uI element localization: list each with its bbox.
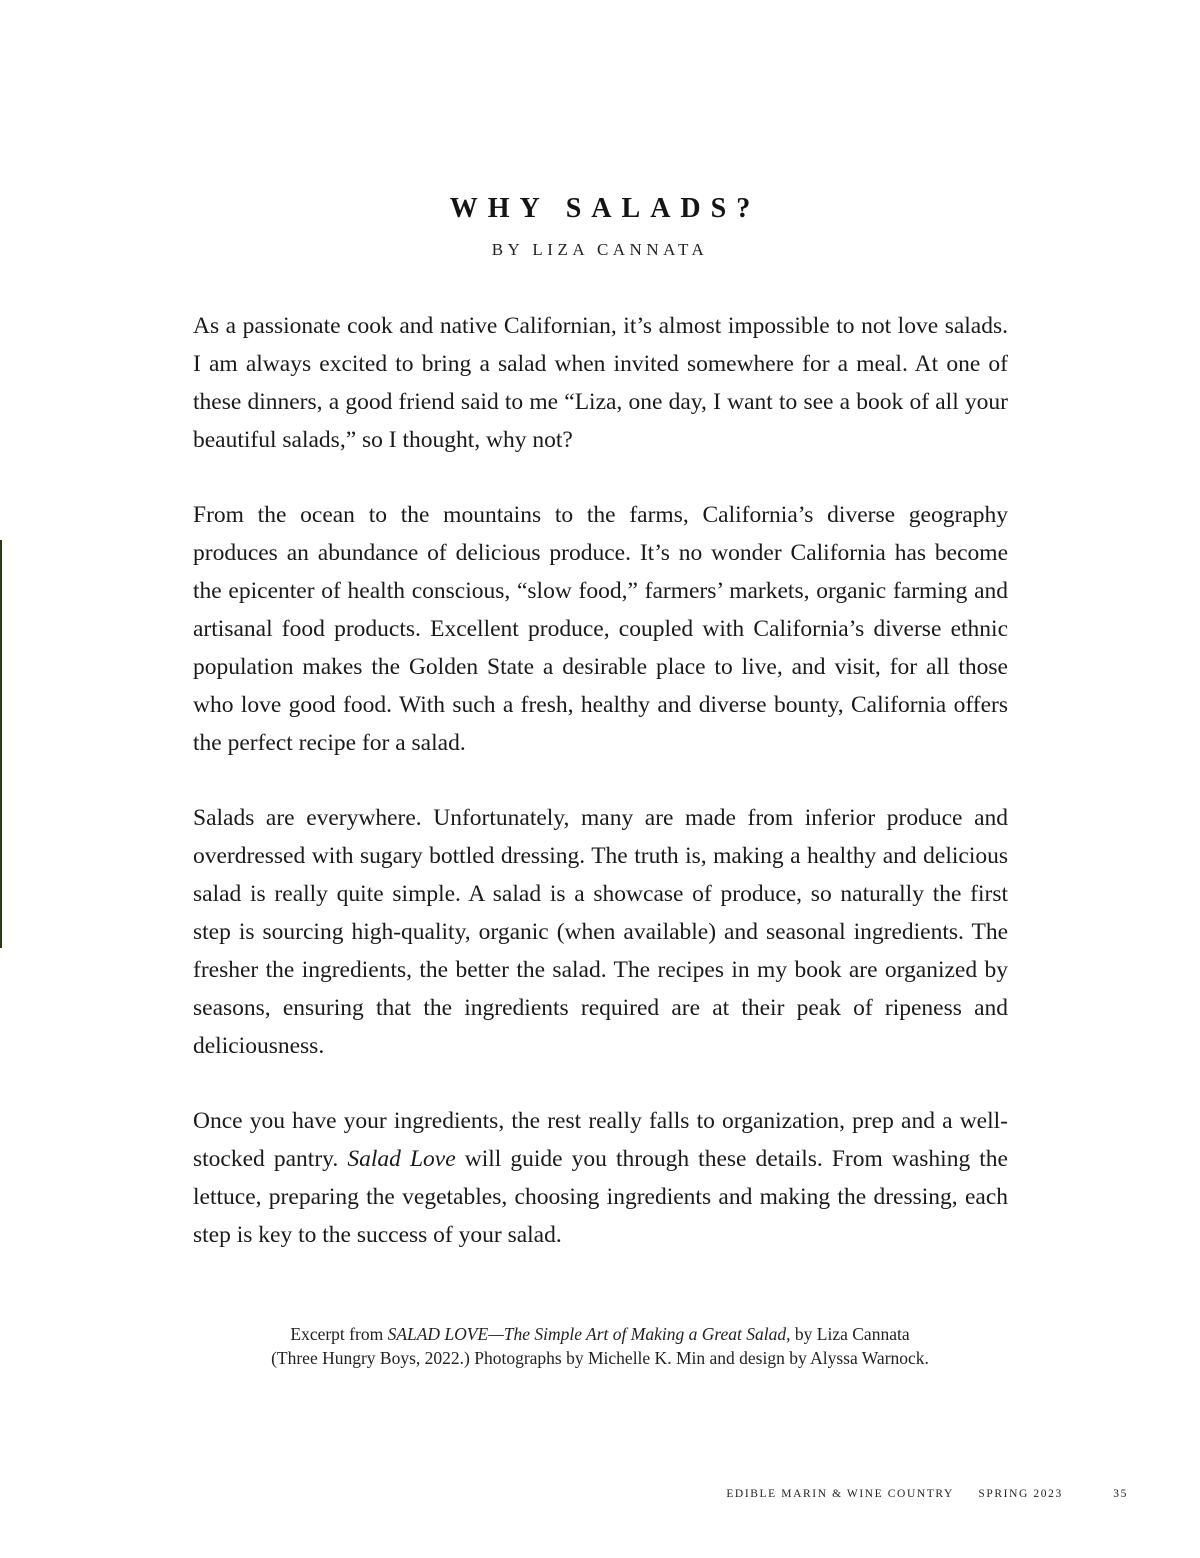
page-edge-bar <box>0 540 2 948</box>
paragraph-4-text-start: Once you have your ingredients, the rest really falls to organization, prep and a well-stocked pantry. <box>193 1108 1008 1172</box>
caption-suffix: , by Liza Cannata <box>786 1324 910 1344</box>
article-body <box>193 307 1008 1291</box>
book-title-italic: Salad Love <box>347 1146 456 1172</box>
paragraph-4-text-end: will guide you through these details. From washing the lettuce, preparing the vegetables, choosing ingredients and making the dressing, each step is key to the success of your salad. <box>193 1146 1008 1248</box>
caption-book-title: SALAD LOVE—The Simple Art of Making a Great Salad <box>387 1324 787 1344</box>
excerpt-caption <box>0 1322 1200 1370</box>
article-paragraph-3: Salads are everywhere. Unfortunately, many are made from inferior produce and overdressed with sugary bottled dressing. The truth is, making a healthy and delicious salad is really quite simple. A salad is a showcase of produce, so naturally the first step is sourcing high-quality, organic (when available) and seasonal ingredients. The fresher the ingredients, the better the salad. The recipes in my book are organized by seasons, ensuring that the ingredients required are at their peak of ripeness and deliciousness. <box>193 805 1008 1059</box>
page-footer <box>726 1488 1128 1500</box>
article-paragraph-1: As a passionate cook and native Californian, it’s almost impossible to not love salads. I am always excited to bring a salad when invited somewhere for a meal. At one of these dinners, a good friend said to me “Liza, one day, I want to see a book of all your beautiful salads,” so I thought, why not? <box>193 313 1008 453</box>
footer-publication: EDIBLE MARIN & WINE COUNTRY <box>726 1488 954 1500</box>
caption-prefix: Excerpt from <box>290 1324 388 1344</box>
article-byline: BY LIZA CANNATA <box>491 240 709 259</box>
footer-season: SPRING 2023 <box>978 1488 1063 1500</box>
footer-page-number: 35 <box>1113 1488 1128 1500</box>
article-title: WHY SALADS? <box>449 193 761 224</box>
article-paragraph-4 <box>193 1102 1008 1254</box>
caption-line-2: (Three Hungry Boys, 2022.) Photographs by Michelle K. Min and design by Alyssa Warnock. <box>271 1348 929 1368</box>
article-paragraph-2: From the ocean to the mountains to the farms, California’s diverse geography produces an abundance of delicious produce. It’s no wonder California has become the epicenter of health conscious, “slow food,” farmers’ markets, organic farming and artisanal food products. Excellent produce, coupled with California’s diverse ethnic population makes the Golden State a desirable place to live, and visit, for all those who love good food. With such a fresh, healthy and diverse bounty, California offers the perfect recipe for a salad. <box>193 502 1008 756</box>
caption-line-1 <box>0 1322 1200 1346</box>
